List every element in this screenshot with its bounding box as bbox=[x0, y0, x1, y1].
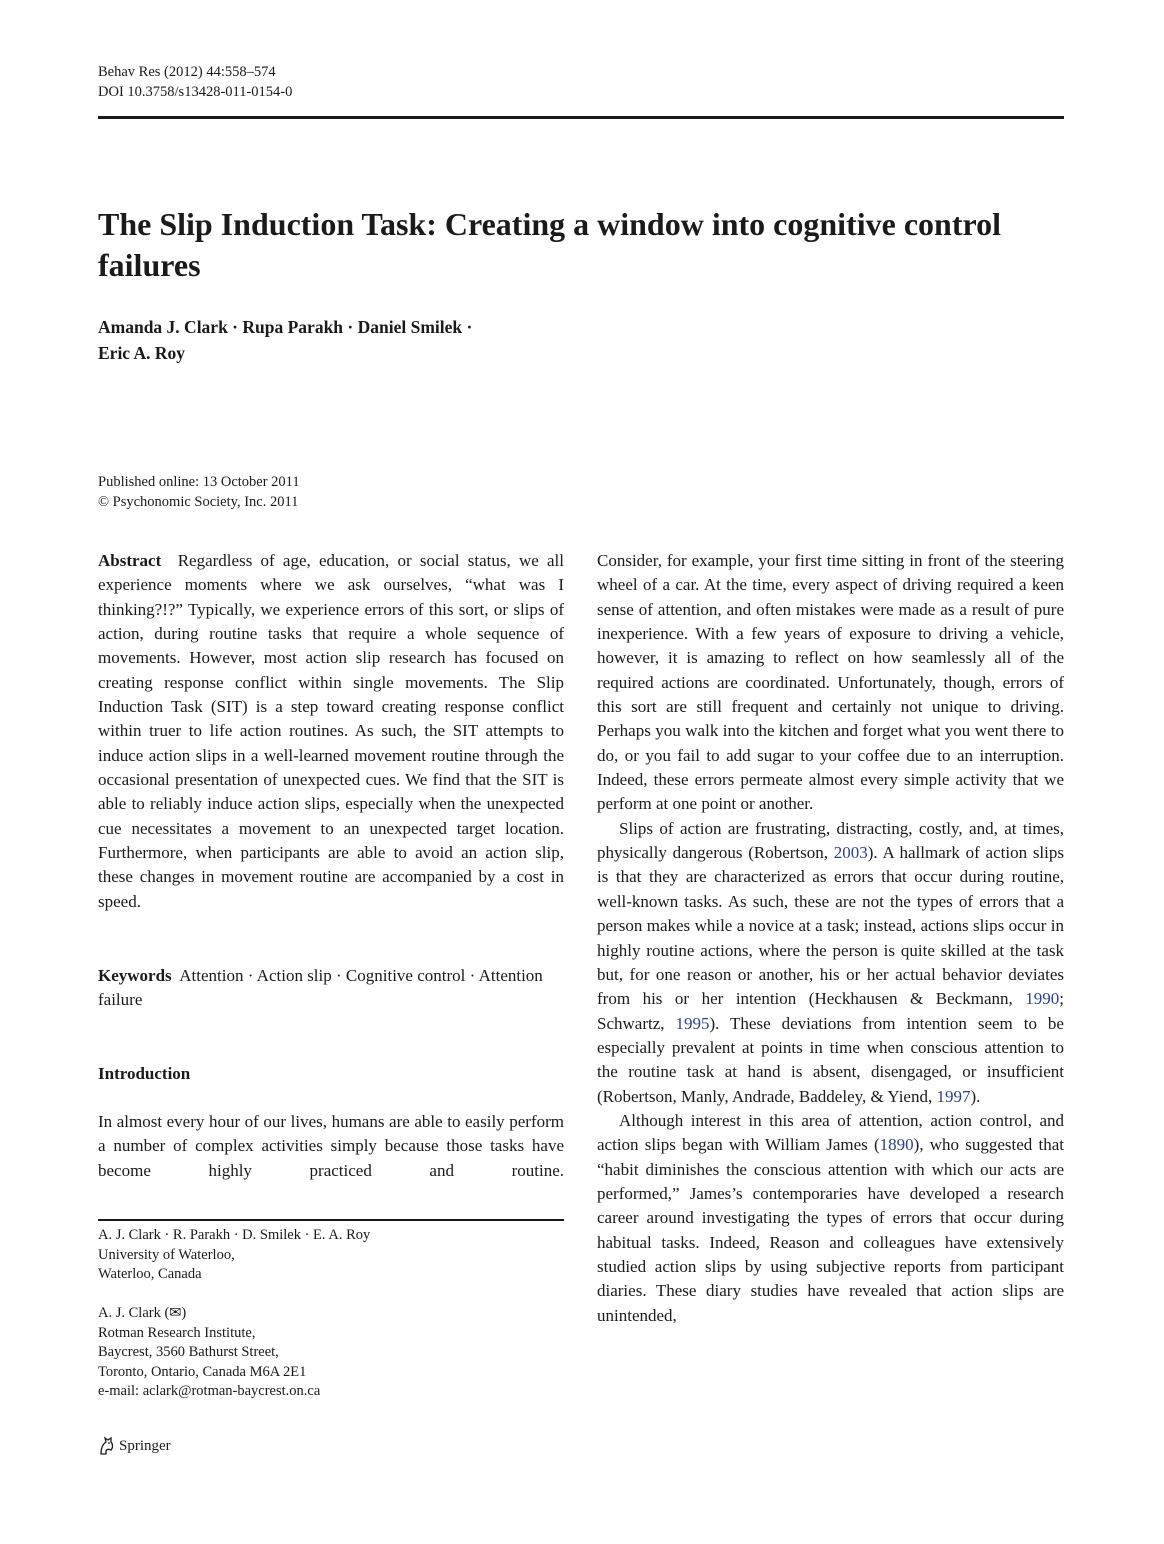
keywords-label: Keywords bbox=[98, 966, 172, 985]
p3-text-a: Although interest in this area of attention, action control, and action slips began with William James ( bbox=[597, 1110, 1064, 1155]
keywords bbox=[98, 964, 564, 1013]
corresponding-institute: Rotman Research Institute, bbox=[98, 1324, 256, 1341]
footnote-rule bbox=[98, 1219, 564, 1221]
citation-link[interactable]: 2003 bbox=[833, 843, 868, 863]
corresponding-place: Toronto, Ontario, Canada M6A 2E1 bbox=[98, 1363, 307, 1380]
journal-citation: Behav Res (2012) 44:558–574 bbox=[98, 64, 276, 80]
introduction-paragraph: In almost every hour of our lives, humans are able to easily perform a number of complex activities simply because those tasks have become highly practiced and routine. bbox=[98, 1112, 564, 1180]
affiliation-authors bbox=[98, 1226, 370, 1285]
article-title: The Slip Induction Task: Creating a window into cognitive control failures bbox=[98, 206, 1001, 283]
p3-text-b: ), who suggested that “habit diminishes the conscious attention with which our acts are performed,” James’s contemporaries have developed a research career around investigating the types of errors that occur during habitual tasks. Indeed, Reason and colleagues have extensively studied action slips by using subjective reports from participant diaries. These diary studies have revealed that action slips are unintended, bbox=[597, 1135, 1064, 1325]
affiliation-names: A. J. Clark · R. Parakh · D. Smilek · E. A. Roy bbox=[98, 1227, 371, 1243]
introduction-text bbox=[98, 1110, 564, 1183]
affiliation-city: Waterloo, Canada bbox=[98, 1266, 202, 1282]
p2-text-c: ; Schwartz, bbox=[597, 989, 1064, 1033]
citation-link[interactable]: 1990 bbox=[1025, 989, 1060, 1009]
p2-text-a: Slips of action are frustrating, distracting, costly, and, at times, physically dangerous (Robertson, bbox=[597, 818, 1064, 863]
p2-text-e: ). bbox=[970, 1086, 981, 1106]
corresponding-street: Baycrest, 3560 Bathurst Street, bbox=[98, 1344, 279, 1360]
publication-info bbox=[98, 472, 300, 512]
body-right-column bbox=[597, 549, 1064, 1328]
abstract-label: Abstract bbox=[98, 551, 162, 570]
citation-link[interactable]: 1995 bbox=[675, 1013, 710, 1033]
paragraph-3 bbox=[597, 1109, 1064, 1328]
authors-line-1: Amanda J. Clark · Rupa Parakh · Daniel Smilek · bbox=[98, 317, 473, 337]
journal-header bbox=[98, 62, 292, 102]
publisher-footer bbox=[98, 1436, 171, 1456]
citation-link[interactable]: 1997 bbox=[936, 1086, 971, 1106]
corresponding-author bbox=[98, 1304, 320, 1402]
abstract-text: Regardless of age, education, or social status, we all experience moments where we ask ourselves, “what was I thinking?!?” Typically, we experience errors of this sort, or slips of action, during routine tasks that require a whole sequence of movements. However, most action slip research has focused on creating response conflict within single movements. The Slip Induction Task (SIT) is a step toward creating response conflict within truer to life action routines. As such, the SIT attempts to induce action slips in a well-learned movement routine through the occasional presentation of unexpected cues. We find that the SIT is able to reliably induce action slips, especially when the unexpected cue necessitates a movement to an unexpected target location. Furthermore, when participants are able to avoid an action slip, these changes in movement routine are accompanied by a cost in speed. bbox=[98, 551, 565, 911]
header-rule bbox=[98, 116, 1064, 119]
paragraph-2 bbox=[597, 817, 1064, 1109]
authors-line-2: Eric A. Roy bbox=[98, 343, 186, 363]
publisher-name: Springer bbox=[119, 1438, 171, 1454]
section-heading-introduction: Introduction bbox=[98, 1064, 191, 1083]
doi: DOI 10.3758/s13428-011-0154-0 bbox=[98, 84, 293, 100]
p2-text-b: ). A hallmark of action slips is that they are characterized as errors that occur during routine, well-known tasks. As such, these are not the types of errors that a person makes while a novice at a task; instead, actions slips occur in highly routine actions, where the person is quite skilled at the task but, for one reason or another, his or her actual behavior deviates from his or her intention (Heckhausen & Beckmann, bbox=[597, 843, 1064, 1009]
affiliation-university: University of Waterloo, bbox=[98, 1246, 235, 1263]
corresponding-email[interactable]: e-mail: aclark@rotman-baycrest.on.ca bbox=[98, 1383, 321, 1399]
citation-link[interactable]: 1890 bbox=[879, 1135, 914, 1155]
corresponding-name: A. J. Clark (✉) bbox=[98, 1305, 187, 1321]
p2-text-d: ). These deviations from intention seem to be especially prevalent at points in time when conscious attention to the routine task at hand is absent, disengaged, or insufficient (Robertson, Manly, Andrade, Baddeley, & Yiend, bbox=[597, 1013, 1064, 1106]
keywords-text: Attention · Action slip · Cognitive control · Attention failure bbox=[98, 966, 543, 1010]
author-list bbox=[98, 314, 598, 366]
springer-horse-icon bbox=[98, 1436, 116, 1456]
abstract bbox=[98, 549, 564, 914]
published-date: Published online: 13 October 2011 bbox=[98, 474, 300, 490]
copyright: © Psychonomic Society, Inc. 2011 bbox=[98, 494, 299, 510]
paragraph-1: Consider, for example, your first time sitting in front of the steering wheel of a car. At the time, every aspect of driving required a keen sense of attention, and often mistakes were made as a result of pure inexperience. With a few years of exposure to driving a vehicle, however, it is amazing to reflect on how seamlessly all of the required actions are coordinated. Unfortunately, though, errors of this sort are still frequent and certainly not unique to driving. Perhaps you walk into the kitchen and forget what you went there to do, or you fail to add sugar to your coffee due to an interruption. Indeed, these errors permeate almost every simple activity that we perform at one point or another. bbox=[597, 551, 1064, 814]
